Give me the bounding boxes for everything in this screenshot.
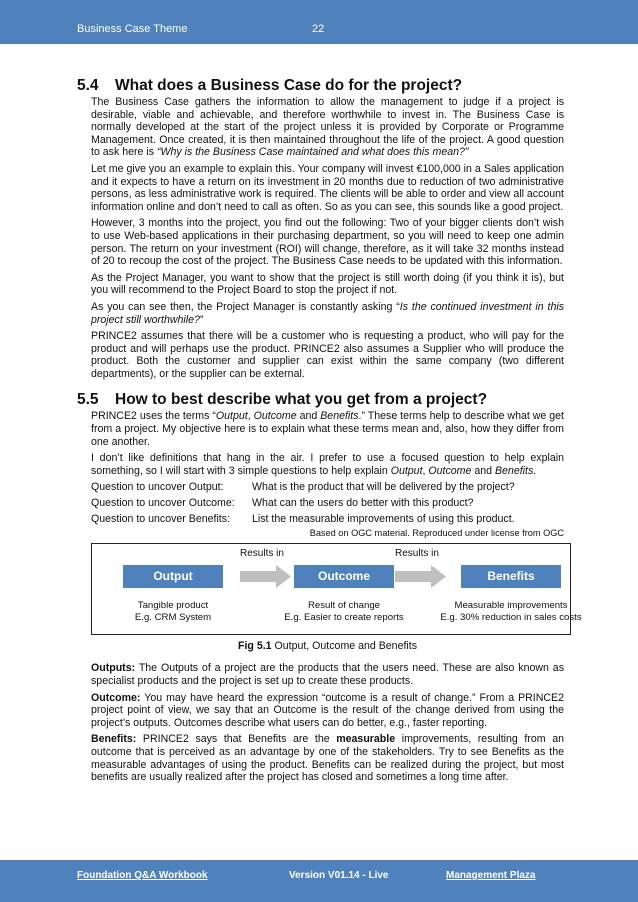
license-credit: Based on OGC material. Reproduced under license from OGC [309,528,564,539]
text: PRINCE2 uses the terms “ [91,410,216,423]
caption-line: Tangible product [137,600,209,612]
italic-text: Benefits [320,410,359,423]
question-row [91,511,564,527]
footer-publisher-link[interactable]: Management Plaza [446,870,536,881]
figure-title: Output, Outcome and Benefits [271,640,417,653]
text: The Outputs of a project are the products that the users need. These are also known as specialist products and the project is set up to create these products. [91,662,564,688]
paragraph: PRINCE2 assumes that there will be a customer who is requesting a product, who will pay for the product and will perhaps use the product. PRINCE2 also assumes a Supplier who will produce the product. Both the customer and supplier can exist within the same company (two different departments), or the supplier can be external. [91,330,564,380]
paragraph: Let me give you an example to explain this. Your company will invest €100,000 in a Sales application and it expects to have a return on its investment in 20 months due to reduction of two administrative persons, as less administrative work is required. The clients will be able to order and view all account information online and don’t need to call as often. So as you can see, this sounds like a good project. [91,162,564,213]
paragraph [91,301,564,326]
italic-text: Outcome [428,464,472,477]
page-content [77,77,582,784]
output-outcome-benefits-diagram [91,543,582,635]
question-label: Question to uncover Output: [91,481,224,494]
question-label: Question to uncover Outcome: [91,497,235,510]
outputs-definition [91,662,564,687]
section-5-4-heading [77,77,564,95]
caption-line: Result of change [308,600,380,612]
header-title: Business Case Theme [77,23,188,35]
term: Outcome: [91,691,141,704]
caption-line: E.g. 30% reduction in sales costs [440,612,582,624]
section-title: How to best describe what you get from a project? [115,391,488,409]
text: ” [199,313,204,326]
text: PRINCE2 says that Benefits are the [136,733,337,746]
text: You may have heard the expression “outcome is a result of change.” From a PRINCE2 project point of view, we say that an Outcome is the result of the change derived from using the project’s outputs. Outcomes describe what users can do better, e.g., faster reporting. [91,691,564,729]
footer-version: Version V01.14 - Live [289,870,389,881]
footer-workbook-link[interactable]: Foundation Q&A Workbook [77,870,208,881]
question-text: List the measurable improvements of using this product. [252,513,515,526]
outcome-box: Outcome [294,565,394,588]
paragraph: However, 3 months into the project, you find out the following: Two of your bigger clients don’t wish to use Web-based applications in their purchasing department, so you will need to keep one admin person. The return on your investment (ROI) will change, therefore, as it will take 32 months instead of 20 to recoup the cost of the project. The Business Case needs to be updated with this information. [91,217,564,268]
italic-text: Is the continued investment in this project still worthwhile? [91,300,564,326]
outcome-definition [91,692,564,730]
page-header [0,0,638,44]
caption-line: Measurable improvements [454,600,568,612]
benefits-box: Benefits [461,565,561,588]
figure-caption [91,640,564,652]
text: and [296,410,321,423]
output-box: Output [123,565,223,588]
arrow-right-icon [395,565,446,588]
benefits-caption [430,600,592,624]
question-text: What can the users do better with this product? [252,497,474,510]
page-footer [0,860,638,902]
text: , [422,464,429,477]
text: improvements, resulting from an outcome that is perceived as an advantage by one of the stakeholders. Try to see Benefits as the measurable advantages of using the product. Benefits can be realized during the project, but most benefits are usually realized after the project has closed and sometimes a long time after. [91,733,564,784]
paragraph: As the Project Manager, you want to show that the project is still worth doing (if you think it is), but you will recommend to the Project Board to stop the project if not. [91,271,564,297]
caption-line: E.g. CRM System [134,612,212,624]
text: and [471,464,495,477]
question-label: Question to uncover Benefits: [91,513,230,526]
text: I don’t like definitions that hang in the air. I prefer to use a focused question to help explain something, so I will start with 3 simple questions to help explain [91,452,564,477]
italic-text: “Why is the Business Case maintained and what does this mean?” [156,146,469,159]
paragraph [91,96,564,159]
paragraph [91,410,564,448]
italic-text: Output [390,464,423,477]
section-number: 5.4 [77,77,99,94]
question-text: What is the product that will be delivered by the project? [252,481,515,494]
caption-line: E.g. Easier to create reports [284,612,404,624]
term: Outputs: [91,662,136,675]
results-in-label: Results in [240,548,284,560]
paragraph [91,452,564,477]
page-number: 22 [312,23,325,35]
text: . [533,464,537,477]
text: The Business Case gathers the information to allow the management to judge if a project is desirable, viable and achievable, and therefore worthwhile to invest in. The Business Case is normally developed at the start of the project unless it is provided by Corporate or Programme Management. Once created, it is then maintained throughout the life of the project. A good question to ask here is [91,96,564,159]
italic-text: Output [215,410,248,423]
figure-number: Fig 5.1 [237,640,272,653]
benefits-definition [91,733,564,783]
italic-text: Outcome [253,410,297,423]
bold-text: measurable [336,733,396,746]
section-number: 5.5 [77,391,99,409]
text: , [247,410,254,423]
question-row [91,495,564,511]
text: As you can see then, the Project Manager is constantly asking “ [91,300,400,313]
section-title: What does a Business Case do for the project? [115,77,463,94]
outcome-caption [269,600,419,624]
arrow-right-icon [240,565,291,588]
italic-text: Benefits [494,464,534,477]
results-in-label: Results in [395,548,439,560]
section-5-5-heading [77,391,564,409]
question-row [91,479,564,495]
output-caption [98,600,248,624]
text: .” These terms help to describe what we get from a project. My objective here is to explain what these terms mean and, also, how they differ from one another. [91,410,565,448]
term: Benefits: [91,733,137,746]
